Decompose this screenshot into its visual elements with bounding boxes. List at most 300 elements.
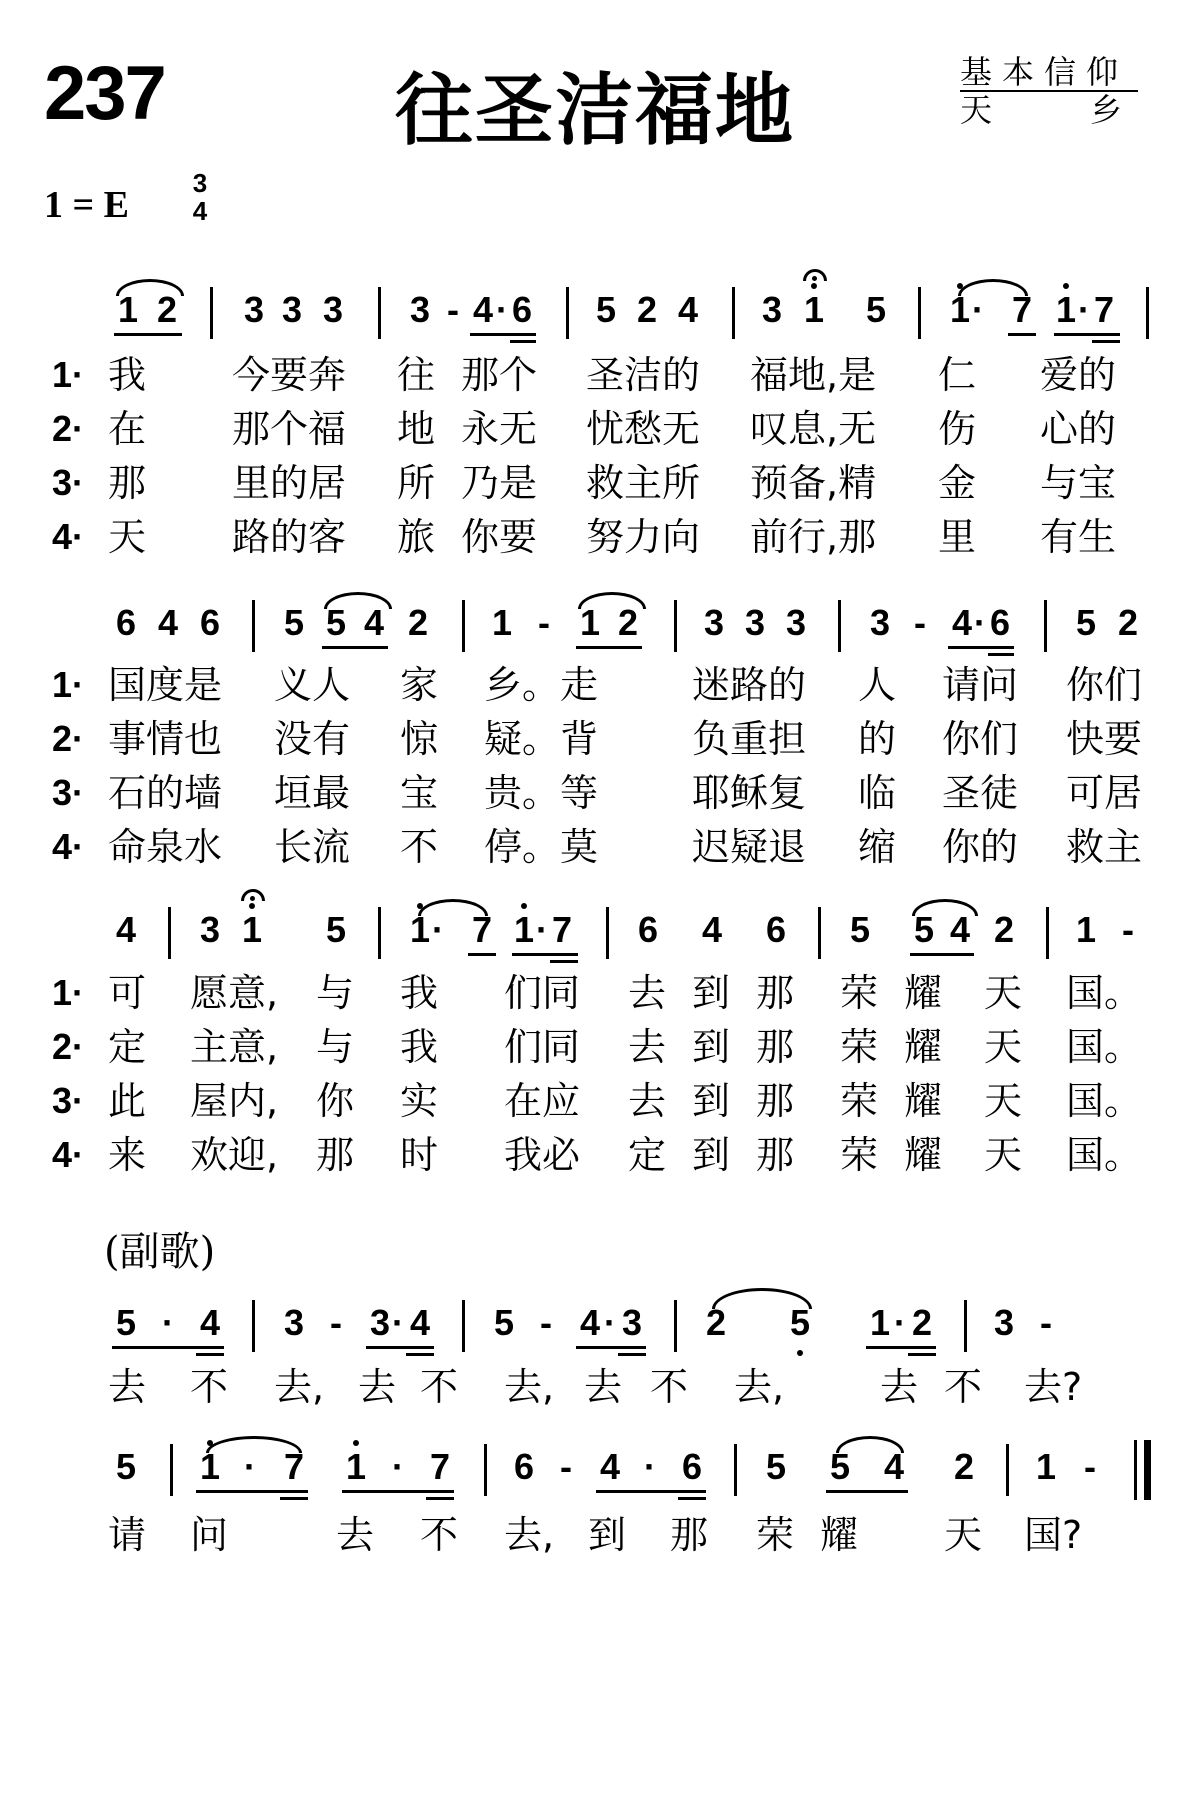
note: 4 xyxy=(599,1446,621,1487)
lyric: 迟疑退 xyxy=(692,825,807,869)
high-octave-dot xyxy=(521,903,527,909)
dash: - xyxy=(1084,1446,1096,1487)
lyric: 去 xyxy=(584,1365,623,1409)
lyric: 国度是 xyxy=(108,663,223,707)
note: 3 xyxy=(621,1302,643,1343)
note: 4 xyxy=(951,602,973,643)
note: 7 xyxy=(471,909,493,950)
note: 4 xyxy=(115,909,137,950)
notation-line-2 xyxy=(0,598,1200,658)
lyrics-s1-v1 xyxy=(0,350,1200,400)
lyric: 荣 xyxy=(840,1133,879,1177)
lyric: 到 xyxy=(692,1133,731,1177)
lyric: 所 xyxy=(397,461,436,505)
lyric: 国。 xyxy=(1066,1079,1143,1123)
lyric: 宝 xyxy=(400,771,439,815)
lyric: 去, xyxy=(734,1365,785,1409)
note: 4 xyxy=(472,289,494,330)
lyric: 救主所 xyxy=(586,461,701,505)
lyric: 你们 xyxy=(1066,663,1143,707)
lyric: 仁 xyxy=(938,353,977,397)
lyric: 与 xyxy=(316,1025,355,1069)
verse-number: 4· xyxy=(52,826,85,867)
note: 4 xyxy=(579,1302,601,1343)
note: 1 xyxy=(117,289,139,330)
fermata xyxy=(803,269,827,281)
lyric: 们同 xyxy=(504,1025,581,1069)
lyric: 那 xyxy=(756,1133,795,1177)
underline xyxy=(618,1353,646,1356)
note: 5 xyxy=(913,909,935,950)
dot: · xyxy=(644,1446,656,1487)
lyric: 不 xyxy=(400,825,439,869)
underline xyxy=(512,953,578,956)
lyric: 天 xyxy=(108,515,147,559)
lyric: 去 xyxy=(336,1513,375,1557)
note: 7 xyxy=(1011,289,1033,330)
lyric: 天 xyxy=(984,1025,1023,1069)
barline xyxy=(732,287,735,339)
lyric: 荣 xyxy=(756,1513,795,1557)
slur xyxy=(836,1436,904,1453)
lyric: 事情也 xyxy=(108,717,223,761)
lyric: 与宝 xyxy=(1040,461,1117,505)
lyric: 永无 xyxy=(461,407,538,451)
lyric: 去, xyxy=(504,1513,555,1557)
lyric: 你们 xyxy=(942,717,1019,761)
lyric: 愿意, xyxy=(190,971,279,1015)
lyric: 预备,精 xyxy=(750,461,877,505)
barline xyxy=(734,1444,737,1496)
note: 2 xyxy=(617,602,639,643)
lyric: 耀 xyxy=(904,1133,943,1177)
underline xyxy=(196,1490,308,1493)
note: 7 xyxy=(551,909,573,950)
note: 4 xyxy=(883,1446,905,1487)
note: 3 xyxy=(703,602,725,643)
underline xyxy=(366,1346,434,1349)
note: 7 xyxy=(1093,289,1115,330)
lyric: 不 xyxy=(190,1365,229,1409)
underline xyxy=(908,1353,936,1356)
time-signature xyxy=(187,170,213,224)
barline xyxy=(1046,907,1049,959)
barline xyxy=(484,1444,487,1496)
dot: · xyxy=(604,1302,616,1343)
note: 6 xyxy=(765,909,787,950)
note: 1 xyxy=(869,1302,891,1343)
note: 7 xyxy=(429,1446,451,1487)
dash: - xyxy=(540,1302,552,1343)
lyric: 圣徒 xyxy=(942,771,1019,815)
barline xyxy=(818,907,821,959)
note: 3 xyxy=(281,289,303,330)
underline xyxy=(1092,340,1120,343)
lyric: 到 xyxy=(692,1079,731,1123)
lyric: 到 xyxy=(692,1025,731,1069)
dash: - xyxy=(914,602,926,643)
lyric: 垣最 xyxy=(274,771,351,815)
lyric: 那个福 xyxy=(232,407,347,451)
high-octave-dot xyxy=(1063,283,1069,289)
fermata xyxy=(241,889,265,901)
hymn-number: 237 xyxy=(44,51,165,136)
lyric: 的 xyxy=(858,717,897,761)
lyric: 耀 xyxy=(904,1025,943,1069)
note: 2 xyxy=(407,602,429,643)
lyric: 国。 xyxy=(1066,971,1143,1015)
lyrics-s3-v4 xyxy=(0,1130,1200,1180)
barline xyxy=(918,287,921,339)
slur xyxy=(324,592,392,609)
lyric: 主意, xyxy=(190,1025,279,1069)
dash: - xyxy=(1040,1302,1052,1343)
verse-number: 2· xyxy=(52,718,85,759)
lyric: 义人 xyxy=(274,663,351,707)
note: 2 xyxy=(993,909,1015,950)
verse-number: 4· xyxy=(52,516,85,557)
lyric: 你要 xyxy=(461,515,538,559)
note: 4 xyxy=(157,602,179,643)
lyric: 往 xyxy=(397,353,436,397)
barline xyxy=(378,907,381,959)
lyric: 前行,那 xyxy=(750,515,877,559)
lyric: 迷路的 xyxy=(692,663,807,707)
dot: · xyxy=(392,1302,404,1343)
lyric: 路的客 xyxy=(232,515,347,559)
lyric: 贵。等 xyxy=(484,771,599,815)
lyric: 去, xyxy=(274,1365,325,1409)
barline xyxy=(1044,600,1047,652)
slur xyxy=(578,592,646,609)
lyric: 那 xyxy=(756,1079,795,1123)
lyric: 欢迎, xyxy=(190,1133,279,1177)
dot: · xyxy=(894,1302,906,1343)
lyric: 那 xyxy=(756,971,795,1015)
lyric: 金 xyxy=(938,461,977,505)
note: 6 xyxy=(199,602,221,643)
lyric: 在 xyxy=(108,407,147,451)
lyrics-s2-v2 xyxy=(0,714,1200,764)
lyrics-s3-v1 xyxy=(0,968,1200,1018)
lyric: 乡。走 xyxy=(484,663,599,707)
lyric: 里的居 xyxy=(232,461,347,505)
lyric: 伤 xyxy=(938,407,977,451)
lyric: 请 xyxy=(108,1513,147,1557)
dot: · xyxy=(1078,289,1090,330)
dot: · xyxy=(162,1302,174,1343)
lyric: 不 xyxy=(420,1365,459,1409)
lyric: 去 xyxy=(628,1079,667,1123)
lyric: 旅 xyxy=(397,515,436,559)
dash: - xyxy=(330,1302,342,1343)
barline xyxy=(210,287,213,339)
lyric: 我 xyxy=(400,1025,439,1069)
lyric: 实 xyxy=(400,1079,439,1123)
lyric: 国。 xyxy=(1066,1025,1143,1069)
lyric: 去 xyxy=(358,1365,397,1409)
lyric: 那 xyxy=(756,1025,795,1069)
high-octave-dot xyxy=(249,903,255,909)
lyric: 此 xyxy=(108,1079,147,1123)
lyric: 到 xyxy=(692,971,731,1015)
lyric: 不 xyxy=(420,1513,459,1557)
dot: · xyxy=(536,909,548,950)
chorus-notation-1 xyxy=(0,1298,1200,1358)
underline xyxy=(322,646,388,649)
lyric: 荣 xyxy=(840,1025,879,1069)
note: 2 xyxy=(705,1302,727,1343)
lyric: 在应 xyxy=(504,1079,581,1123)
note: 1 xyxy=(200,1442,220,1492)
note: 4 xyxy=(363,602,385,643)
verse-number: 3· xyxy=(52,1080,85,1121)
barline xyxy=(252,600,255,652)
underline xyxy=(468,953,496,956)
note: 3 xyxy=(993,1302,1015,1343)
lyric: 临 xyxy=(858,771,897,815)
lyric: 我 xyxy=(108,353,147,397)
lyric: 我 xyxy=(400,971,439,1015)
underline xyxy=(910,953,974,956)
lyric: 荣 xyxy=(840,1079,879,1123)
lyrics-s3-v2 xyxy=(0,1022,1200,1072)
note: 1 xyxy=(491,602,513,643)
underline xyxy=(988,653,1014,656)
underline xyxy=(576,646,642,649)
lyric: 们同 xyxy=(504,971,581,1015)
lyric: 负重担 xyxy=(692,717,807,761)
underline xyxy=(112,1346,224,1349)
notation-line-1 xyxy=(0,285,1200,345)
time-signature-top: 3 xyxy=(192,168,208,198)
note: 6 xyxy=(511,289,533,330)
slur xyxy=(418,899,488,916)
lyric: 没有 xyxy=(274,717,351,761)
note: 4 xyxy=(409,1302,431,1343)
note: 5 xyxy=(849,909,871,950)
underline xyxy=(426,1497,454,1500)
note: 1 xyxy=(514,905,534,955)
dot: · xyxy=(392,1446,404,1487)
slur xyxy=(958,279,1028,296)
lyric: 荣 xyxy=(840,971,879,1015)
note: 1 xyxy=(579,602,601,643)
verse-number: 1· xyxy=(52,354,85,395)
note: 1 xyxy=(950,285,970,335)
lyric: 心的 xyxy=(1040,407,1117,451)
barline xyxy=(674,1300,677,1352)
note: 3 xyxy=(409,289,431,330)
lyrics-s3-v3 xyxy=(0,1076,1200,1126)
note: 1 xyxy=(804,285,824,335)
note: 3 xyxy=(744,602,766,643)
key-signature: 1 = E xyxy=(44,184,129,226)
lyric: 耶稣复 xyxy=(692,771,807,815)
lyric: 去, xyxy=(504,1365,555,1409)
dash: - xyxy=(447,289,459,330)
lyric: 天 xyxy=(984,1133,1023,1177)
underline xyxy=(826,1490,908,1493)
underline xyxy=(470,333,536,336)
note: 5 xyxy=(789,1302,811,1343)
slur xyxy=(712,1288,812,1309)
dot: · xyxy=(496,289,508,330)
lyric: 有生 xyxy=(1040,515,1117,559)
lyric: 那 xyxy=(108,461,147,505)
dot: · xyxy=(244,1446,256,1487)
dot: · xyxy=(974,602,986,643)
lyric: 命泉水 xyxy=(108,825,223,869)
time-signature-bottom: 4 xyxy=(192,196,208,226)
note: 2 xyxy=(911,1302,933,1343)
note: 6 xyxy=(989,602,1011,643)
underline xyxy=(948,646,1014,649)
note: 5 xyxy=(325,909,347,950)
lyric: 石的墙 xyxy=(108,771,223,815)
dash: - xyxy=(560,1446,572,1487)
note: 2 xyxy=(636,289,658,330)
lyric: 国? xyxy=(1024,1513,1083,1557)
chorus-label: (副歌) xyxy=(104,1229,216,1275)
note: 1 xyxy=(1075,909,1097,950)
dash: - xyxy=(538,602,550,643)
note: 5 xyxy=(493,1302,515,1343)
lyrics-s2-v4 xyxy=(0,822,1200,872)
dot: · xyxy=(432,909,444,950)
note: 3 xyxy=(761,289,783,330)
lyric: 去? xyxy=(1024,1365,1083,1409)
note: 5 xyxy=(865,289,887,330)
lyric: 乃是 xyxy=(461,461,538,505)
underline xyxy=(510,340,536,343)
verse-number: 2· xyxy=(52,408,85,449)
lyric: 屋内, xyxy=(190,1079,279,1123)
underline xyxy=(342,1490,454,1493)
barline xyxy=(170,1444,173,1496)
lyric: 努力向 xyxy=(586,515,701,559)
lyric: 天 xyxy=(984,1079,1023,1123)
note: 3 xyxy=(283,1302,305,1343)
note: 3 xyxy=(322,289,344,330)
lyric: 时 xyxy=(400,1133,439,1177)
note: 7 xyxy=(283,1446,305,1487)
lyric: 救主 xyxy=(1066,825,1143,869)
verse-number: 4· xyxy=(52,1134,85,1175)
barline xyxy=(168,907,171,959)
slur xyxy=(206,1436,302,1453)
underline xyxy=(678,1497,706,1500)
low-octave-dot xyxy=(797,1350,803,1356)
underline xyxy=(114,333,182,336)
final-barline-thick xyxy=(1144,1440,1151,1500)
note: 5 xyxy=(595,289,617,330)
lyric: 快要 xyxy=(1066,717,1143,761)
lyric: 我必 xyxy=(504,1133,581,1177)
underline xyxy=(1054,333,1120,336)
slur xyxy=(912,899,978,916)
final-barline-thin xyxy=(1134,1440,1137,1500)
lyric: 家 xyxy=(400,663,439,707)
barline xyxy=(378,287,381,339)
lyrics-s1-v2 xyxy=(0,404,1200,454)
note: 4 xyxy=(199,1302,221,1343)
note: 5 xyxy=(765,1446,787,1487)
note: 5 xyxy=(1075,602,1097,643)
lyric: 定 xyxy=(108,1025,147,1069)
lyric: 去 xyxy=(880,1365,919,1409)
barline xyxy=(462,1300,465,1352)
note: 3 xyxy=(869,602,891,643)
barline xyxy=(252,1300,255,1352)
note: 3 xyxy=(785,602,807,643)
barline xyxy=(1146,287,1149,339)
lyric: 你 xyxy=(316,1079,355,1123)
dash: - xyxy=(1122,909,1134,950)
note: 2 xyxy=(1117,602,1139,643)
underline xyxy=(406,1353,434,1356)
note: 3 xyxy=(369,1302,391,1343)
lyric: 里 xyxy=(938,515,977,559)
note: 6 xyxy=(513,1446,535,1487)
notation-line-3 xyxy=(0,905,1200,965)
chorus-lyrics-1 xyxy=(0,1362,1200,1412)
lyric: 圣洁的 xyxy=(586,353,701,397)
lyric: 可 xyxy=(108,971,147,1015)
lyric: 天 xyxy=(944,1513,983,1557)
barline xyxy=(1006,1444,1009,1496)
lyric: 不 xyxy=(944,1365,983,1409)
barline xyxy=(838,600,841,652)
lyric: 国。 xyxy=(1066,1133,1143,1177)
note: 6 xyxy=(681,1446,703,1487)
verse-number: 3· xyxy=(52,462,85,503)
note: 1 xyxy=(346,1442,366,1492)
note: 6 xyxy=(115,602,137,643)
note: 2 xyxy=(953,1446,975,1487)
verse-number: 1· xyxy=(52,972,85,1013)
note: 5 xyxy=(829,1446,851,1487)
note: 3 xyxy=(243,289,265,330)
lyric: 惊 xyxy=(400,717,439,761)
lyric: 去 xyxy=(628,971,667,1015)
note: 4 xyxy=(701,909,723,950)
lyric: 缩 xyxy=(858,825,897,869)
chorus-notation-2 xyxy=(0,1442,1200,1502)
slur xyxy=(116,279,184,296)
lyric: 今要奔 xyxy=(232,353,347,397)
lyric: 问 xyxy=(190,1513,229,1557)
lyric: 与 xyxy=(316,971,355,1015)
lyric: 爱的 xyxy=(1040,353,1117,397)
barline xyxy=(674,600,677,652)
lyric: 长流 xyxy=(274,825,351,869)
lyric: 去 xyxy=(628,1025,667,1069)
note: 1 xyxy=(1035,1446,1057,1487)
note: 1 xyxy=(1056,285,1076,335)
category-sub xyxy=(960,92,1138,128)
lyric: 地 xyxy=(397,407,436,451)
high-octave-dot xyxy=(811,283,817,289)
note: 6 xyxy=(637,909,659,950)
verse-number: 2· xyxy=(52,1026,85,1067)
barline xyxy=(964,1300,967,1352)
underline xyxy=(866,1346,936,1349)
note: 5 xyxy=(325,602,347,643)
lyric: 定 xyxy=(628,1133,667,1177)
lyrics-s1-v4 xyxy=(0,512,1200,562)
lyric: 来 xyxy=(108,1133,147,1177)
